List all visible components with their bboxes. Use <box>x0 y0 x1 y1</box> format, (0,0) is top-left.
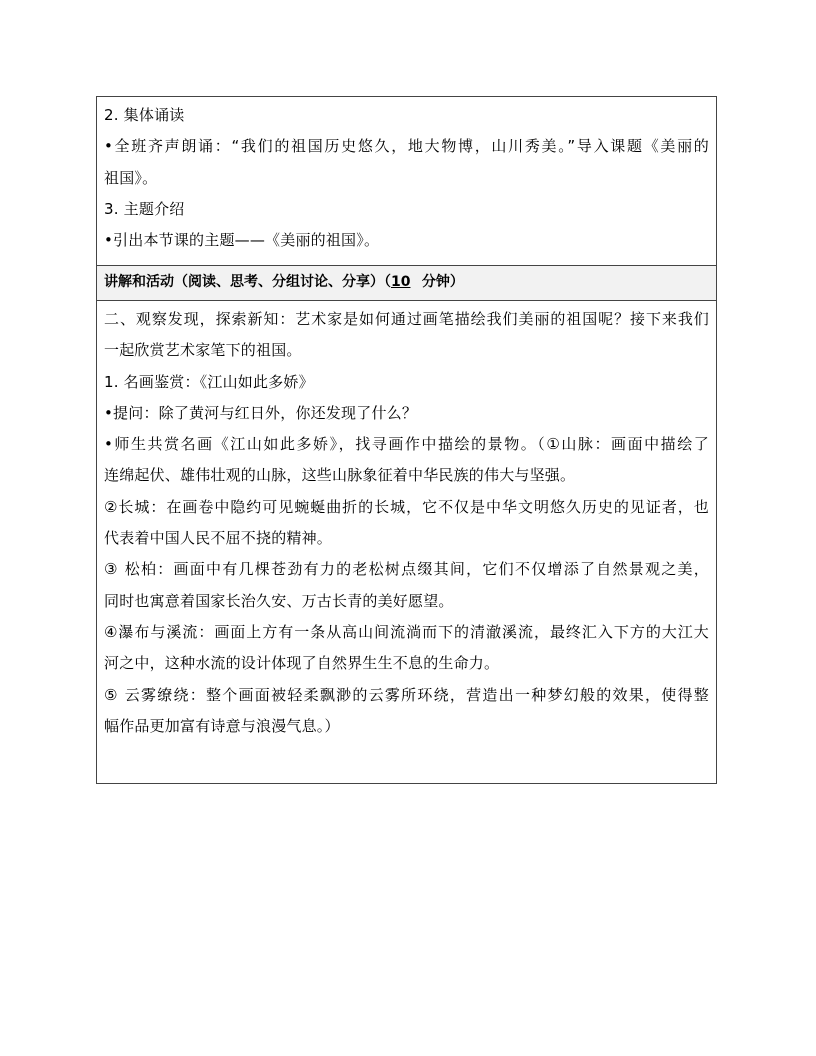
section-header-title: 讲解和活动（阅读、思考、分组讨论、分享）（ <box>104 274 391 290</box>
pine-cypress-description-continued: 同时也寓意着国家长治久安、万古长青的美好愿望。 <box>104 591 454 610</box>
recitation-instruction: •全班齐声朗诵：“我们的祖国历史悠久，地大物博，山川秀美。”导入课题《美丽的 <box>104 137 709 156</box>
step-heading-recitation: 2. 集体诵读 <box>104 106 185 124</box>
clouds-mist-description-continued: 幅作品更加富有诗意与浪漫气息。） <box>104 716 340 735</box>
mountains-description: 连绵起伏、雄伟壮观的山脉，这些山脉象征着中华民族的伟大与坚强。 <box>104 466 576 485</box>
section-duration-minutes: 10 <box>391 274 411 290</box>
observation-intro: 二、观察发现，探索新知：艺术家是如何通过画笔描绘我们美丽的祖国呢？接下来我们 <box>104 310 709 328</box>
teacher-question: •提问：除了黄河与红日外，你还发现了什么？ <box>104 403 418 422</box>
observation-intro-continued: 一起欣赏艺术家笔下的祖国。 <box>104 341 302 360</box>
theme-introduction: •引出本节课的主题——《美丽的祖国》。 <box>104 231 380 250</box>
step-heading-theme: 3. 主题介绍 <box>104 199 185 218</box>
shared-appreciation: •师生共赏名画《江山如此多娇》，找寻画作中描绘的景物。（①山脉：画面中描绘了 <box>104 435 709 454</box>
section-duration-unit: 分钟） <box>417 274 464 290</box>
clouds-mist-description: ⑤ 云雾缭绕：整个画面被轻柔飘渺的云雾所环绕，营造出一种梦幻般的效果，使得整 <box>104 685 709 704</box>
recitation-instruction-continued: 祖国》。 <box>104 168 158 187</box>
painting-appreciation-heading: 1. 名画鉴赏：《江山如此多娇》 <box>104 372 314 391</box>
great-wall-description: ②长城：在画卷中隐约可见蜿蜒曲折的长城，它不仅是中华文明悠久历史的见证者，也 <box>104 497 709 516</box>
great-wall-description-continued: 代表着中国人民不屈不挠的精神。 <box>104 529 333 548</box>
recitation-and-theme-cell <box>97 97 716 266</box>
observation-discovery-cell <box>97 301 716 783</box>
waterfall-stream-description-continued: 河之中，这种水流的设计体现了自然界生生不息的生命力。 <box>104 654 500 673</box>
section-header-explanation-activities <box>97 266 716 301</box>
pine-cypress-description: ③ 松柏：画面中有几棵苍劲有力的老松树点缀其间，它们不仅增添了自然景观之美， <box>104 560 709 579</box>
waterfall-stream-description: ④瀑布与溪流：画面上方有一条从高山间流淌而下的清澈溪流，最终汇入下方的大江大 <box>104 622 709 641</box>
lesson-plan-table <box>96 96 717 784</box>
